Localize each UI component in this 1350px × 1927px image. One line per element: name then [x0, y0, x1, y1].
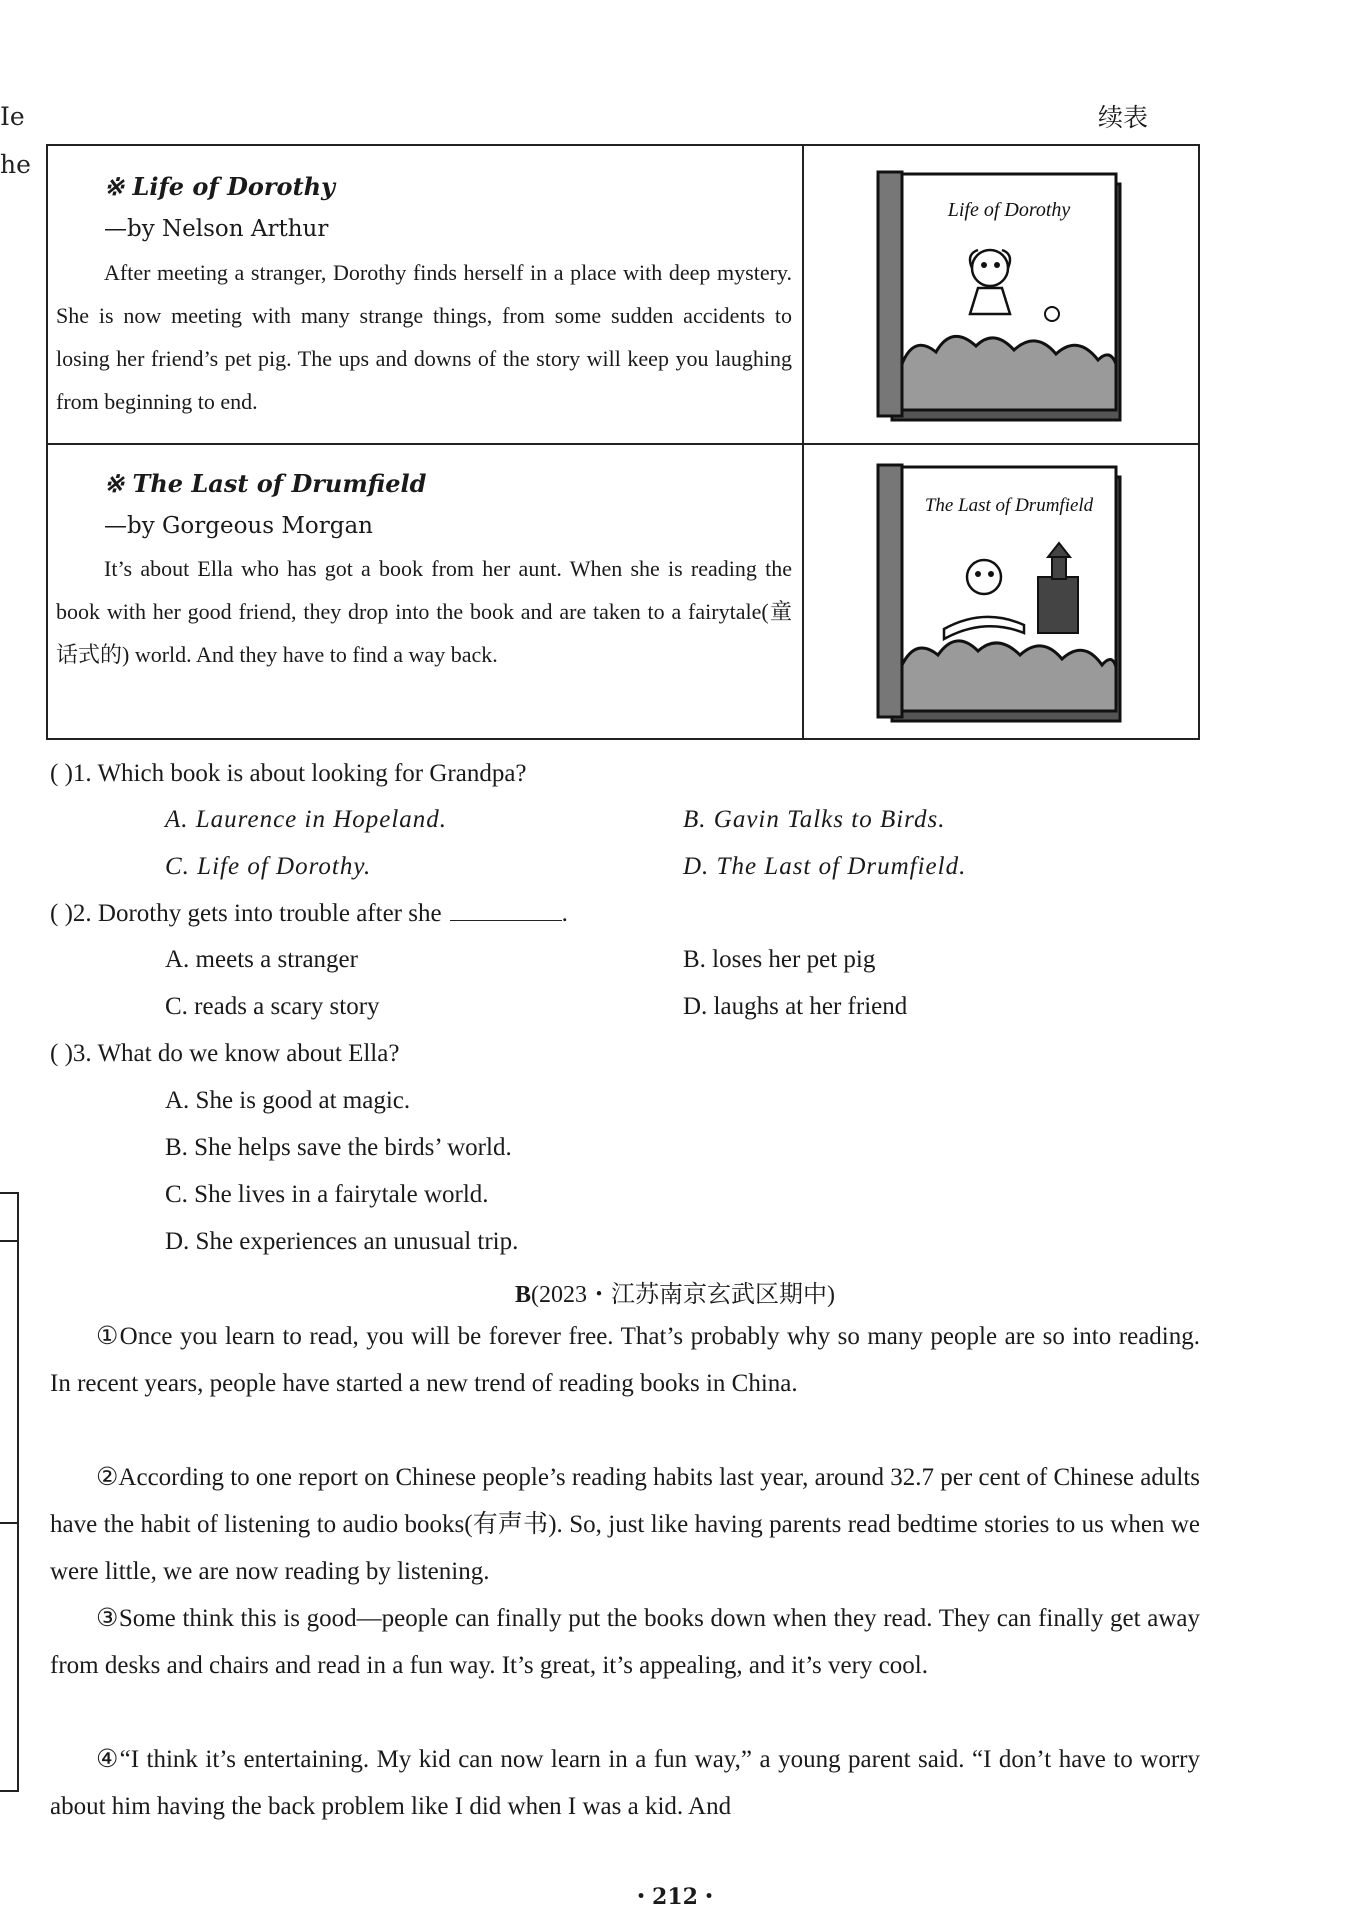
- paragraph: ③Some think this is good—people can finally put the books down when they read. They can finally get away from desks and chairs and read in a fun way. It’s great, it’s appealing, and it’s very cool.: [50, 1605, 1200, 1679]
- book-description: It’s about Ella who has got a book from her aunt. When she is reading the book with her good friend, they drop into the book and are taken to a fairytale(童话式的) world. And they have to find a way back.: [56, 556, 792, 667]
- answer-bracket[interactable]: ( ): [50, 760, 73, 787]
- question-stem-end: .: [561, 900, 568, 927]
- edge-fragment: Ie: [0, 102, 25, 131]
- question-2: [50, 900, 568, 928]
- book-row: [48, 146, 1198, 445]
- option-b: B. loses her pet pig: [683, 946, 876, 973]
- book-cover-title: Life of Dorothy: [947, 199, 1071, 221]
- option-c: C. She lives in a fairytale world.: [165, 1181, 489, 1208]
- option-d: D. laughs at her friend: [683, 993, 908, 1020]
- edge-rule: [0, 1522, 18, 1524]
- page-number: ・212・: [630, 1884, 720, 1910]
- option-b: B. Gavin Talks to Birds.: [683, 806, 946, 833]
- book-table: [46, 144, 1200, 740]
- book-text-cell: [48, 443, 804, 738]
- book-text-cell: [48, 146, 804, 443]
- book-cover-cell: [804, 146, 1198, 443]
- edge-rule: [0, 1192, 18, 1194]
- option-a: A. meets a stranger: [165, 946, 358, 973]
- paragraph: ④“I think it’s entertaining. My kid can now learn in a fun way,” a young parent said. “I don’t have to worry about him having the back problem like I did when I was a kid. And: [50, 1746, 1200, 1820]
- book-cover-illustration: [874, 457, 1134, 725]
- option-b: B. She helps save the birds’ world.: [165, 1134, 512, 1161]
- question-3: [50, 1040, 399, 1068]
- edge-rule: [0, 1240, 18, 1242]
- option-a: A. Laurence in Hopeland.: [165, 806, 448, 833]
- book-cover-title: The Last of Drumfield: [924, 495, 1094, 516]
- book-heading: ※ Life of Dorothy: [104, 172, 336, 201]
- section-source: (2023・江苏南京玄武区期中): [531, 1282, 835, 1308]
- paragraph: ②According to one report on Chinese people’s reading habits last year, around 32.7 per cent of Chinese adults have the habit of listening to audio books(有声书). So, just like having parents read bedtime stories to us when we were little, we are now reading by listening.: [50, 1464, 1200, 1585]
- book-author: —by Gorgeous Morgan: [104, 513, 373, 539]
- book-author: —by Nelson Arthur: [104, 216, 329, 242]
- book-heading: ※ The Last of Drumfield: [104, 469, 427, 498]
- edge-fragment: he: [0, 150, 31, 179]
- book-cover-illustration: [874, 164, 1134, 424]
- option-d: D. The Last of Drumfield.: [683, 853, 967, 880]
- book-row: [48, 443, 1198, 738]
- section-title: [0, 1274, 1350, 1309]
- continued-label: 续表: [1097, 103, 1148, 132]
- option-d: D. She experiences an unusual trip.: [165, 1228, 519, 1255]
- question-stem: 2. Dorothy gets into trouble after she: [72, 900, 442, 927]
- option-c: C. Life of Dorothy.: [165, 853, 372, 880]
- answer-bracket[interactable]: ( ): [50, 900, 73, 927]
- option-c: C. reads a scary story: [165, 993, 380, 1020]
- book-description: After meeting a stranger, Dorothy finds herself in a place with deep mystery. She is now meeting with many strange things, from some sudden accidents to losing her friend’s pet pig. The ups and downs of the story will keep you laughing from beginning to end.: [56, 260, 792, 414]
- option-a: A. She is good at magic.: [165, 1087, 411, 1114]
- answer-bracket[interactable]: ( ): [50, 1040, 73, 1067]
- answer-blank[interactable]: [450, 900, 562, 921]
- edge-rule: [0, 1790, 18, 1792]
- question-stem: 1. Which book is about looking for Grandpa?: [72, 760, 527, 787]
- section-letter: B: [515, 1282, 532, 1308]
- paragraph: ①Once you learn to read, you will be forever free. That’s probably why so many people are so into reading. In recent years, people have started a new trend of reading books in China.: [50, 1323, 1200, 1397]
- book-cover-cell: [804, 443, 1198, 738]
- question-stem: 3. What do we know about Ella?: [72, 1040, 400, 1067]
- question-1: [50, 760, 527, 788]
